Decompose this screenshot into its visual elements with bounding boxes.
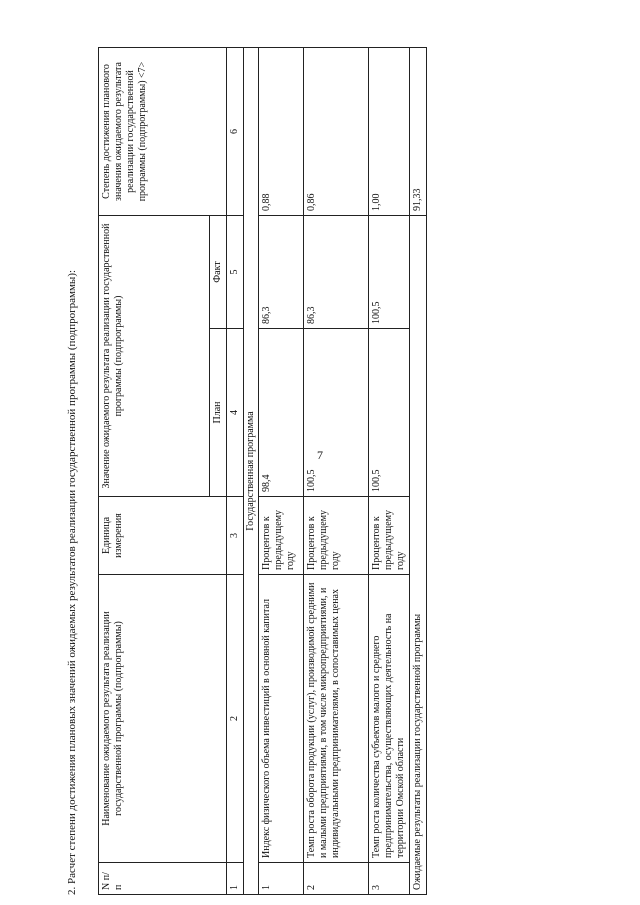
row-name: Темп роста оборота продукции (услуг), производимой средними и малыми предприятиями, в том числе микропредприятиями, и индивидуальными предпринимателями, в сопоставимых ценах: [304, 575, 369, 863]
header-num: N п/п: [99, 863, 227, 895]
header-unit: Единица измерения: [99, 497, 227, 575]
row-degree: 0,86: [304, 47, 369, 215]
row-degree: 0,88: [259, 47, 304, 215]
header-name: Наименование ожидаемого результата реализации государственной программы (подпрограммы): [99, 575, 227, 863]
total-value: 91,33: [410, 47, 427, 215]
row-unit: Процентов к предыдущему году: [259, 497, 304, 575]
total-label: Ожидаемые результаты реализации государственной программы: [410, 215, 427, 894]
table-row: [369, 47, 410, 894]
section-row: [244, 47, 259, 894]
section-title: Государственная программа: [244, 47, 259, 894]
row-plan: 98,4: [259, 329, 304, 497]
page-number: 7: [317, 448, 323, 462]
row-plan: 100,5: [369, 329, 410, 497]
row-unit: Процентов к предыдущему году: [369, 497, 410, 575]
table-row: [304, 47, 369, 894]
col-number: 4: [227, 329, 244, 497]
row-fact: 86,3: [304, 215, 369, 328]
col-number: 6: [227, 47, 244, 215]
row-name: Индекс физического объема инвестиций в основной капитал: [259, 575, 304, 863]
header-row: [99, 47, 210, 894]
header-plan: План: [210, 329, 227, 497]
total-row: [410, 47, 427, 894]
row-unit: Процентов к предыдущему году: [304, 497, 369, 575]
column-number-row: [227, 47, 244, 894]
header-degree: Степень достижения планового значения ожидаемого результата реализации государственной программы (подпрограммы) <7>: [99, 47, 227, 215]
row-fact: 86,3: [259, 215, 304, 328]
col-number: 1: [227, 863, 244, 895]
results-table: [98, 47, 427, 895]
col-number: 2: [227, 575, 244, 863]
col-number: 5: [227, 215, 244, 328]
row-name: Темп роста количества субъектов малого и среднего предпринимательства, осуществляющих деятельность на территории Омской области: [369, 575, 410, 863]
row-num: 1: [259, 863, 304, 895]
header-value: Значение ожидаемого результата реализации государственной программы (подпрограммы): [99, 215, 210, 496]
header-fact: Факт: [210, 215, 227, 328]
col-number: 3: [227, 497, 244, 575]
row-num: 3: [369, 863, 410, 895]
row-num: 2: [304, 863, 369, 895]
table-row: [259, 47, 304, 894]
section-heading: 2. Расчет степени достижения плановых значений ожидаемых результатов реализации государственной программы (подпрограммы):: [66, 269, 78, 895]
row-fact: 100,5: [369, 215, 410, 328]
row-plan: 100,5: [304, 329, 369, 497]
row-degree: 1,00: [369, 47, 410, 215]
